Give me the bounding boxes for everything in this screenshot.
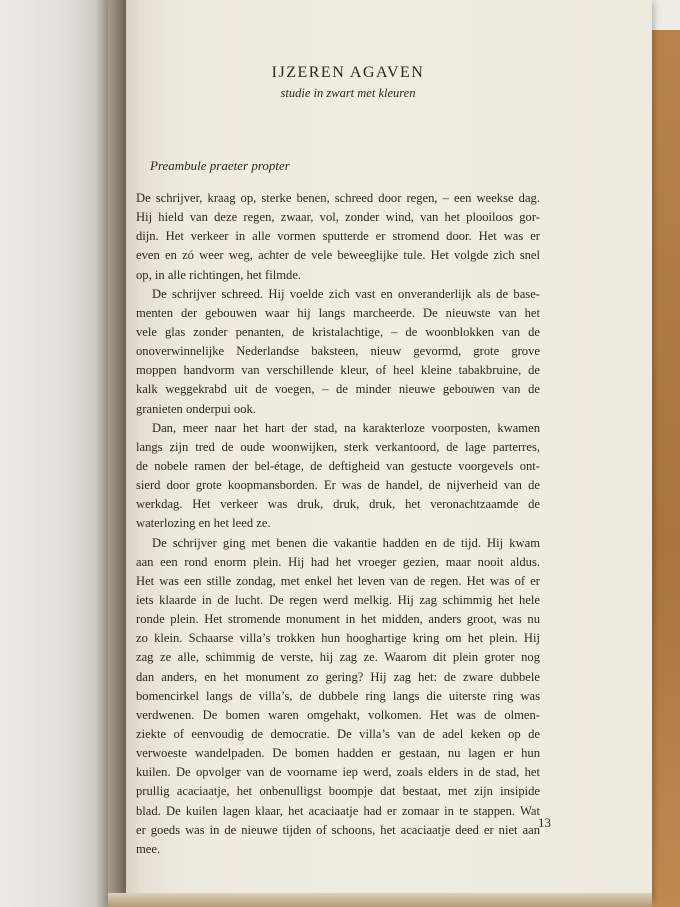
- text-line: ronde plein. Het stromende monument in het midden, anders groot, was nu: [136, 612, 540, 627]
- text-line: De schrijver schreed. Hij voelde zich vast en onveranderlijk als de base-: [152, 286, 540, 301]
- text-line: iets klaarde in de lucht. De regen werd melkig. Hij zag schimmig het hele: [136, 592, 540, 607]
- text-line: kalk weggekrabd uit de voegen, – de minder nieuwe gebouwen van de: [136, 382, 540, 397]
- text-line: sierd door grote koopmansborden. Er was de handel, de nijverheid van de: [136, 478, 540, 493]
- text-line: er goeds was in de nieuwe tijden of schoons, het acaciaatje deed er niet aan: [136, 822, 540, 837]
- section-heading: Preambule praeter propter: [150, 158, 290, 173]
- text-line: Hij hield van deze regen, zwaar, vol, zonder wind, van het plooiloos gor-: [136, 210, 540, 225]
- text-line: dan anders, en het monument zo gering? Hij zag het: de zware dubbele: [136, 669, 540, 684]
- text-line: op, in alle richtingen, het filmde.: [136, 267, 302, 282]
- text-line: granieten onderpui ook.: [136, 401, 256, 416]
- text-line: langs zijn tred de oude woonwijken, sterk verkantoord, de lage parterres,: [136, 439, 540, 454]
- text-line: de nobele ramen der bel-étage, de deftigheid van gestucte voorgevels ont-: [136, 458, 540, 473]
- text-line: bomencirkel langs de villa’s, de dubbele ring langs die uiterste ring was: [136, 688, 540, 703]
- text-line: even en zó weer weg, achter de vele beweeglijke tule. Het volgde zich snel: [136, 248, 540, 263]
- text-line: dijn. Het verkeer in alle vormen sputterde er stromend door. Het was er: [136, 229, 540, 244]
- page-number: 13: [538, 815, 551, 830]
- gutter-shadow: [96, 0, 126, 907]
- chapter-title: IJZEREN AGAVEN: [271, 64, 425, 81]
- text-line: ziekte of eenvoudig de democratie. De villa’s van de adel keken op de: [136, 726, 540, 741]
- text-line: zag ze alle, schimmig de verste, hij zag ze. Waarom dit plein groter nog: [136, 650, 540, 665]
- text-line: zo klein. Schaarse villa’s trokken hun hooghartige kring om het plein. Hij: [136, 631, 540, 646]
- text-line: Het was een stille zondag, met enkel het leven van de regen. Het was of er: [136, 573, 540, 588]
- text-line: verwoeste wandelpaden. De bomen hadden er gestaan, nu lagen er hun: [136, 746, 540, 761]
- text-line: menten der gebouwen waar hij langs marcheerde. De nieuwste van het: [136, 305, 540, 320]
- text-line: Dan, meer naar het hart der stad, na karakterloze voorposten, kwamen: [152, 420, 540, 435]
- text-line: mee.: [136, 841, 161, 856]
- text-line: vele glas zonder penanten, de kristalachtige, – de woonblokken van de: [136, 324, 540, 339]
- text-line: werkdag. Het verkeer was druk, druk, druk, het veronachtzaamde de: [136, 497, 540, 512]
- text-line: De schrijver, kraag op, sterke benen, schreed door regen, – een weekse dag.: [136, 191, 540, 205]
- text-line: prullig acaciaatje, het onbenulligst boompje dat bestaat, met zijn insipide: [136, 784, 540, 799]
- text-line: onoverwinnelijke Nederlandse baksteen, nieuw gevormd, grote grove: [136, 344, 540, 359]
- page-edge: [108, 893, 652, 907]
- text-line: De schrijver ging met benen die vakantie hadden en de tijd. Hij kwam: [152, 535, 540, 550]
- text-line: verdwenen. De bomen waren omgehakt, volkomen. Het was de olmen-: [136, 707, 540, 722]
- text-line: moppen handvorm van verschillende kleur, of heel kleine tabakbruine, de: [136, 363, 540, 378]
- chapter-subtitle: studie in zwart met kleuren: [280, 86, 416, 100]
- text-line: blad. De kuilen lagen klaar, het acaciaatje had er zomaar in te stappen. Wat: [136, 803, 540, 818]
- text-line: kuilen. De opvolger van de voorname iep werd, zoals elders in de stad, het: [136, 765, 540, 780]
- text-line: aan een rond enorm plein. Hij had het vroeger gezien, maar nooit aldus.: [136, 554, 540, 569]
- body-text: [136, 189, 540, 859]
- text-line: waterlozing en het leed ze.: [136, 516, 271, 531]
